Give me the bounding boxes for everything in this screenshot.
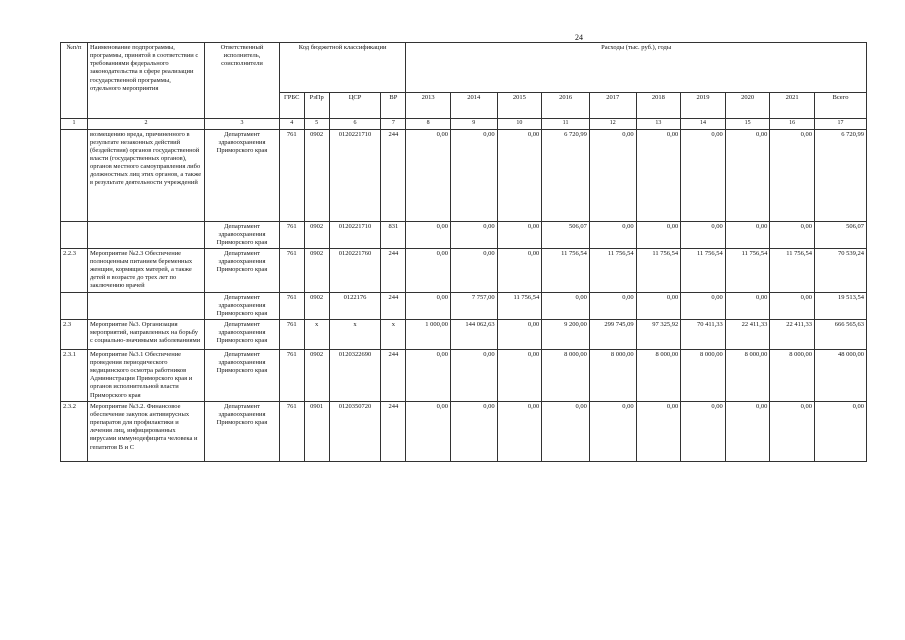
row-value: 0,00 xyxy=(589,221,636,248)
row-num xyxy=(61,129,88,221)
row-value: 0,00 xyxy=(636,221,681,248)
header-year-2021: 2021 xyxy=(770,93,815,119)
header-num: №п/п xyxy=(61,43,88,119)
row-value: 0,00 xyxy=(770,221,815,248)
col-index: 7 xyxy=(381,119,406,130)
row-value: 8 000,00 xyxy=(770,349,815,401)
row-value: 0,00 xyxy=(406,401,451,461)
col-index: 1 xyxy=(61,119,88,130)
row-executor: Департамент здравоохранения Приморского края xyxy=(205,248,280,292)
row-num xyxy=(61,292,88,319)
row-num: 2.3.2 xyxy=(61,401,88,461)
row-num xyxy=(61,221,88,248)
row-csr: 0120350720 xyxy=(329,401,381,461)
header-code-vr: ВР xyxy=(381,93,406,119)
row-value: 11 756,54 xyxy=(636,248,681,292)
row-executor: Департамент здравоохранения Приморского края xyxy=(205,319,280,349)
row-name: возмещению вреда, причиненного в результате незаконных действий (бездействия) органов государственной власти (государственных органов), органов местного самоуправления либо должностных лиц этих органов, а также в результате деятельности учреждений xyxy=(87,129,204,221)
row-vr: 244 xyxy=(381,129,406,221)
row-total: 666 565,63 xyxy=(814,319,866,349)
column-index-row xyxy=(61,119,867,130)
row-executor: Департамент здравоохранения Приморского края xyxy=(205,129,280,221)
table-row xyxy=(61,129,867,221)
row-value: 0,00 xyxy=(681,292,726,319)
col-index: 13 xyxy=(636,119,681,130)
row-rzpr: 0902 xyxy=(304,221,329,248)
row-value: 144 062,63 xyxy=(450,319,497,349)
row-name: Мероприятие №3. Организация мероприятий, направленных на борьбу с социально-значимыми заболеваниями xyxy=(87,319,204,349)
row-csr: 0120221710 xyxy=(329,129,381,221)
row-value: 0,00 xyxy=(497,248,542,292)
row-value: 0,00 xyxy=(497,129,542,221)
row-value: 0,00 xyxy=(450,349,497,401)
row-grbs: 761 xyxy=(279,349,304,401)
row-value: 0,00 xyxy=(450,129,497,221)
row-total: 19 513,54 xyxy=(814,292,866,319)
table-row xyxy=(61,248,867,292)
row-value: 11 756,54 xyxy=(589,248,636,292)
col-index: 10 xyxy=(497,119,542,130)
header-expenses: Расходы (тыс. руб.), годы xyxy=(406,43,867,93)
row-value: 22 411,33 xyxy=(725,319,770,349)
row-name: Мероприятие №2.3 Обеспечение полноценным питанием беременных женщин, кормящих матерей, а также детей в возрасте до трех лет по заключению врачей xyxy=(87,248,204,292)
row-num: 2.3 xyxy=(61,319,88,349)
col-index: 15 xyxy=(725,119,770,130)
row-value: 11 756,54 xyxy=(497,292,542,319)
header-year-2020: 2020 xyxy=(725,93,770,119)
row-value: 0,00 xyxy=(450,221,497,248)
row-value: 0,00 xyxy=(497,401,542,461)
row-value: 0,00 xyxy=(497,349,542,401)
row-value: 8 000,00 xyxy=(681,349,726,401)
row-value: 0,00 xyxy=(725,221,770,248)
row-value: 6 720,99 xyxy=(542,129,590,221)
header-year-2013: 2013 xyxy=(406,93,451,119)
row-value: 0,00 xyxy=(636,129,681,221)
row-value: 0,00 xyxy=(589,129,636,221)
row-value: 0,00 xyxy=(681,401,726,461)
page-number: 24 xyxy=(575,33,583,42)
row-rzpr: x xyxy=(304,319,329,349)
col-index: 5 xyxy=(304,119,329,130)
header-executor: Ответственный исполнитель, соисполнители xyxy=(205,43,280,119)
row-value: 0,00 xyxy=(450,401,497,461)
row-value: 0,00 xyxy=(542,292,590,319)
row-total: 48 000,00 xyxy=(814,349,866,401)
row-executor: Департамент здравоохранения Приморского края xyxy=(205,401,280,461)
row-vr: 244 xyxy=(381,401,406,461)
row-value: 97 325,92 xyxy=(636,319,681,349)
row-value: 1 000,00 xyxy=(406,319,451,349)
header-year-2016: 2016 xyxy=(542,93,590,119)
row-vr: 244 xyxy=(381,248,406,292)
row-value: 0,00 xyxy=(589,292,636,319)
row-grbs: 761 xyxy=(279,292,304,319)
row-total: 6 720,99 xyxy=(814,129,866,221)
row-rzpr: 0902 xyxy=(304,349,329,401)
row-value: 0,00 xyxy=(636,292,681,319)
budget-table xyxy=(60,42,867,462)
row-value: 0,00 xyxy=(636,401,681,461)
row-value: 0,00 xyxy=(497,319,542,349)
header-code-grbs: ГРБС xyxy=(279,93,304,119)
row-value: 0,00 xyxy=(406,221,451,248)
row-grbs: 761 xyxy=(279,319,304,349)
row-executor: Департамент здравоохранения Приморского края xyxy=(205,221,280,248)
row-csr: 0120221760 xyxy=(329,248,381,292)
header-code-csr: ЦСР xyxy=(329,93,381,119)
col-index: 17 xyxy=(814,119,866,130)
row-value: 506,07 xyxy=(542,221,590,248)
table-row xyxy=(61,401,867,461)
col-index: 16 xyxy=(770,119,815,130)
row-value: 11 756,54 xyxy=(770,248,815,292)
table-row xyxy=(61,349,867,401)
row-name xyxy=(87,221,204,248)
row-value: 0,00 xyxy=(681,129,726,221)
row-total: 506,07 xyxy=(814,221,866,248)
row-value: 0,00 xyxy=(681,221,726,248)
row-name: Мероприятие №3.2. Финансовое обеспечение закупок антивирусных препаратов для профилактики и лечения лиц, инфицированных вирусами иммунодефицита человека и гепатитов В и С xyxy=(87,401,204,461)
col-index: 2 xyxy=(87,119,204,130)
row-value: 8 000,00 xyxy=(725,349,770,401)
col-index: 11 xyxy=(542,119,590,130)
row-vr: 244 xyxy=(381,349,406,401)
row-value: 0,00 xyxy=(770,401,815,461)
row-rzpr: 0902 xyxy=(304,129,329,221)
table-row xyxy=(61,292,867,319)
table-row xyxy=(61,319,867,349)
table-row xyxy=(61,221,867,248)
row-name: Мероприятие №3.1 Обеспечение проведения периодического медицинского осмотра работников Администрации Приморского края и органов исполнительной власти Приморского края xyxy=(87,349,204,401)
row-name xyxy=(87,292,204,319)
row-csr: 0120322690 xyxy=(329,349,381,401)
row-csr: 0122176 xyxy=(329,292,381,319)
row-rzpr: 0902 xyxy=(304,248,329,292)
header-total: Всего xyxy=(814,93,866,119)
row-rzpr: 0901 xyxy=(304,401,329,461)
row-value: 0,00 xyxy=(406,129,451,221)
row-value: 11 756,54 xyxy=(681,248,726,292)
row-grbs: 761 xyxy=(279,248,304,292)
header-budget-code: Код бюджетной классификации xyxy=(279,43,406,93)
row-value: 8 000,00 xyxy=(589,349,636,401)
header-name: Наименование подпрограммы, программы, принятой в соответствии с требованиями федерального законодательства в сфере реализации государственной программы, отдельного мероприятия xyxy=(87,43,204,119)
col-index: 4 xyxy=(279,119,304,130)
row-value: 7 757,00 xyxy=(450,292,497,319)
row-value: 9 200,00 xyxy=(542,319,590,349)
row-num: 2.3.1 xyxy=(61,349,88,401)
row-value: 0,00 xyxy=(497,221,542,248)
header-year-2018: 2018 xyxy=(636,93,681,119)
row-value: 11 756,54 xyxy=(542,248,590,292)
col-index: 9 xyxy=(450,119,497,130)
row-value: 11 756,54 xyxy=(725,248,770,292)
row-value: 70 411,33 xyxy=(681,319,726,349)
row-value: 0,00 xyxy=(589,401,636,461)
row-rzpr: 0902 xyxy=(304,292,329,319)
row-value: 299 745,09 xyxy=(589,319,636,349)
row-value: 0,00 xyxy=(725,292,770,319)
row-executor: Департамент здравоохранения Приморского края xyxy=(205,292,280,319)
row-vr: 244 xyxy=(381,292,406,319)
row-value: 0,00 xyxy=(725,129,770,221)
row-executor: Департамент здравоохранения Приморского края xyxy=(205,349,280,401)
row-value: 22 411,33 xyxy=(770,319,815,349)
row-value: 0,00 xyxy=(406,248,451,292)
header-year-2014: 2014 xyxy=(450,93,497,119)
row-value: 0,00 xyxy=(406,292,451,319)
row-value: 0,00 xyxy=(450,248,497,292)
row-value: 0,00 xyxy=(770,292,815,319)
row-value: 8 000,00 xyxy=(636,349,681,401)
col-index: 6 xyxy=(329,119,381,130)
row-value: 0,00 xyxy=(406,349,451,401)
row-num: 2.2.3 xyxy=(61,248,88,292)
col-index: 14 xyxy=(681,119,726,130)
header-year-2015: 2015 xyxy=(497,93,542,119)
col-index: 12 xyxy=(589,119,636,130)
row-grbs: 761 xyxy=(279,401,304,461)
row-value: 8 000,00 xyxy=(542,349,590,401)
row-grbs: 761 xyxy=(279,129,304,221)
row-total: 0,00 xyxy=(814,401,866,461)
row-csr: 0120221710 xyxy=(329,221,381,248)
col-index: 3 xyxy=(205,119,280,130)
header-year-2019: 2019 xyxy=(681,93,726,119)
col-index: 8 xyxy=(406,119,451,130)
header-code-rzpr: РзПр xyxy=(304,93,329,119)
row-vr: 831 xyxy=(381,221,406,248)
row-vr: x xyxy=(381,319,406,349)
row-value: 0,00 xyxy=(770,129,815,221)
row-grbs: 761 xyxy=(279,221,304,248)
row-value: 0,00 xyxy=(725,401,770,461)
row-value: 0,00 xyxy=(542,401,590,461)
header-year-2017: 2017 xyxy=(589,93,636,119)
row-total: 70 539,24 xyxy=(814,248,866,292)
row-csr: x xyxy=(329,319,381,349)
